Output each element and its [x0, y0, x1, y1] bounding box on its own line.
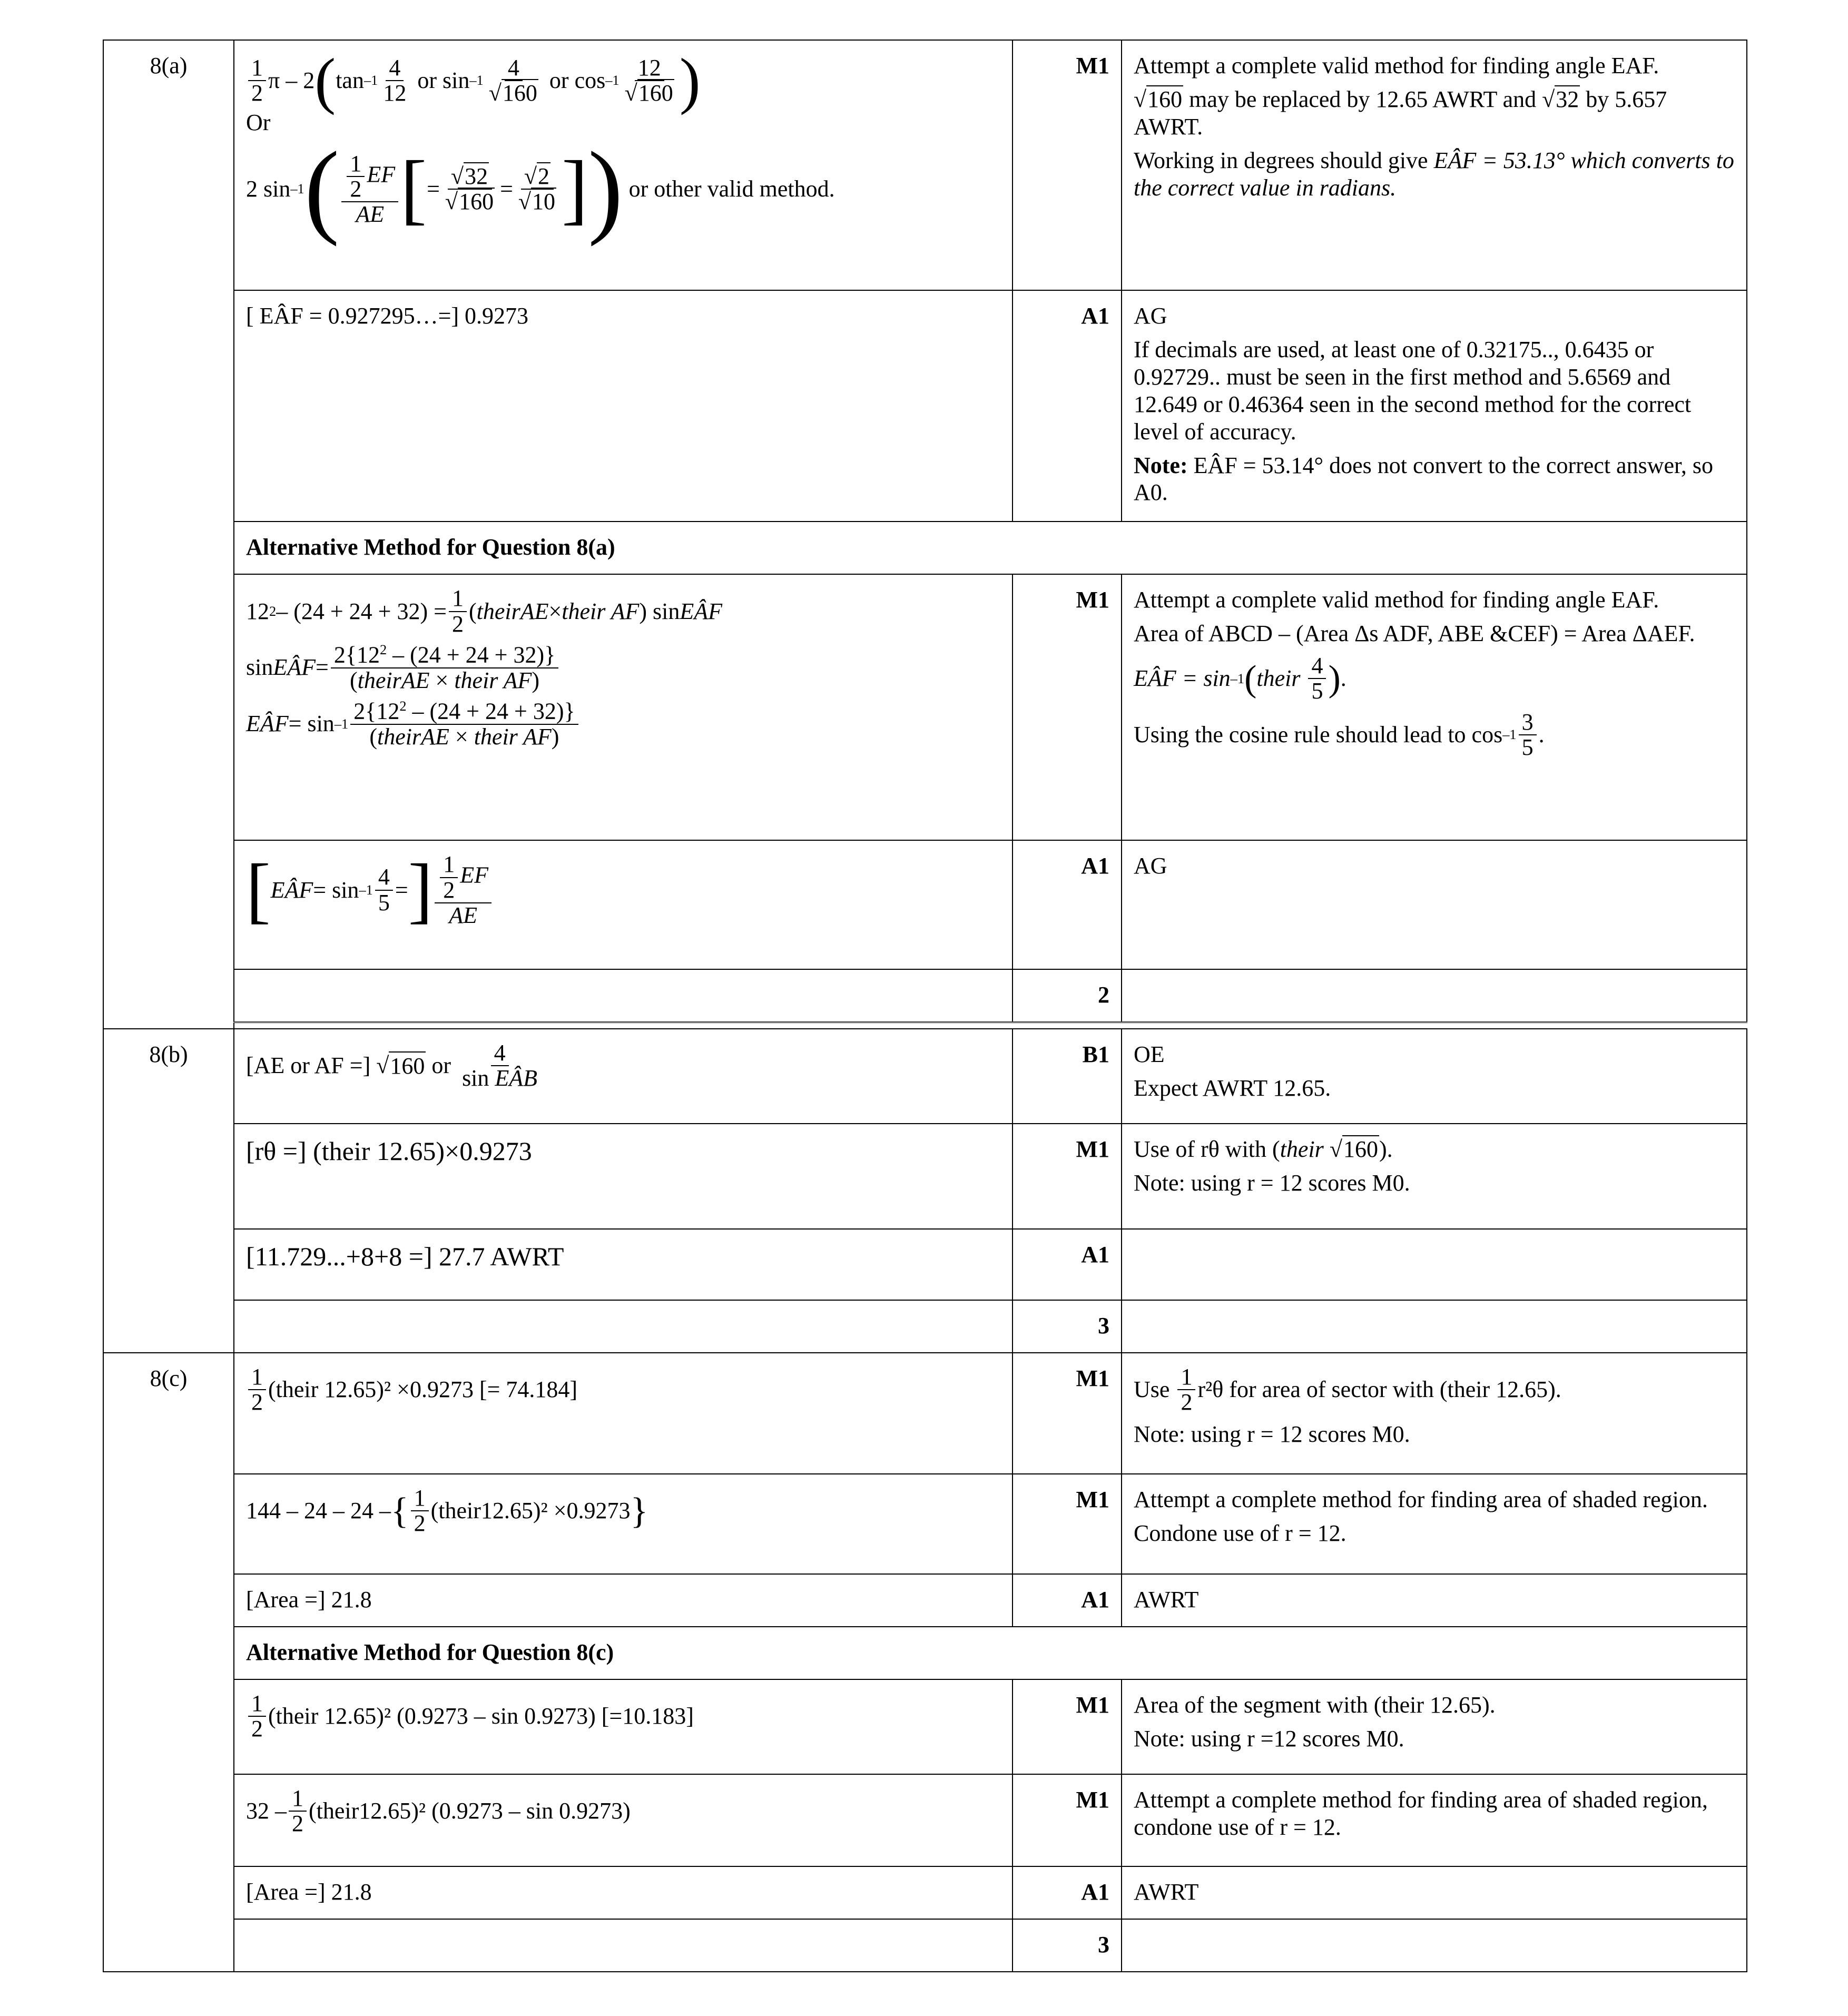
- table-row: [103, 1300, 1747, 1353]
- table-row: [103, 1574, 1747, 1627]
- guidance-formula: Using the cosine rule should lead to cos –1 $\frac{3}{5}$ .: [1134, 709, 1545, 760]
- answer-formula: $\frac{1}{2}$ (their 12.65)² (0.9273 – sin 0.9273) [=10.183]: [246, 1692, 1000, 1741]
- guidance-text: Use $\frac{1}{2}$ r²θ for area of sector with (their 12.65).: [1134, 1363, 1561, 1415]
- guidance-cell: AWRT: [1122, 1574, 1747, 1627]
- guidance-text: Note: using r =12 scores M0.: [1134, 1725, 1404, 1752]
- answer-cell: [234, 1679, 1013, 1774]
- alternative-method-heading: Alternative Method for Question 8(a): [234, 522, 1747, 574]
- guidance-cell: Attempt a complete method for finding area of shaded region, condone use of r = 12.: [1122, 1774, 1747, 1866]
- guidance-cell: [1122, 40, 1747, 290]
- mark-code: A1: [1013, 290, 1122, 522]
- mark-scheme-sheet: [103, 40, 1746, 1972]
- mark-code: M1: [1013, 1474, 1122, 1574]
- answer-formula: $\frac{1}{2}$ (their 12.65)² ×0.9273 [= 74.184]: [246, 1365, 1000, 1414]
- guidance-text: Attempt a complete method for finding area of shaded region.: [1134, 1486, 1708, 1512]
- table-row: [103, 969, 1747, 1022]
- table-row: [103, 522, 1747, 574]
- mark-code: M1: [1013, 1124, 1122, 1229]
- mark-code: A1: [1013, 1574, 1122, 1627]
- answer-formula: 144 – 24 – 24 – { $\frac{1}{2}$ (their12.65)² ×0.9273 }: [246, 1484, 648, 1537]
- or-text: or: [417, 67, 437, 94]
- answer-cell: [234, 1774, 1013, 1866]
- guidance-text: Attempt a complete valid method for finding angle EAF.: [1134, 587, 1659, 613]
- mark-code: M1: [1013, 1679, 1122, 1774]
- answer-formula-alt: 2 sin –1 ( $\frac{1}{2}$ EF AE [ = $\frac{√32}{√160}$ = $\frac{√2}{√10}$ ] ) or other valid method.: [246, 130, 835, 247]
- total-marks: 3: [1013, 1919, 1122, 1972]
- table-row: [103, 1474, 1747, 1574]
- answer-cell: [234, 969, 1013, 1022]
- guidance-text: √160 may be replaced by 12.65 AWRT and √32 by 5.657 AWRT.: [1134, 86, 1667, 140]
- guidance-text: Expect AWRT 12.65.: [1134, 1075, 1331, 1101]
- answer-cell: [Area =] 21.8: [234, 1866, 1013, 1919]
- table-row: [103, 1919, 1747, 1972]
- guidance-text: Working in degrees should give EÂF = 53.13° which converts to the correct value in radians.: [1134, 147, 1734, 201]
- guidance-cell: [1122, 1474, 1747, 1574]
- table-row: [103, 1627, 1747, 1679]
- guidance-text: Use of rθ with (their √160).: [1134, 1136, 1393, 1162]
- mark-code: M1: [1013, 574, 1122, 840]
- question-number: 8(b): [103, 1029, 234, 1353]
- question-number: 8(c): [103, 1353, 234, 1972]
- table-row: [103, 1229, 1747, 1300]
- table-row: [103, 1124, 1747, 1229]
- mark-scheme-table: [103, 40, 1747, 1972]
- mark-code: A1: [1013, 840, 1122, 969]
- guidance-cell: [1122, 1679, 1747, 1774]
- mark-code: M1: [1013, 1774, 1122, 1866]
- guidance-text: Note: EÂF = 53.14° does not convert to the correct answer, so A0.: [1134, 452, 1714, 506]
- guidance-cell: [1122, 969, 1747, 1022]
- section-divider: [103, 1022, 1747, 1029]
- guidance-text: Area of ABCD – (Area Δs ADF, ABE &CEF) = Area ΔAEF.: [1134, 621, 1695, 647]
- table-row: [103, 290, 1747, 522]
- answer-cell: [ EÂF = 0.927295…=] 0.9273: [234, 290, 1013, 522]
- answer-formula: $\frac{1}{2}$ π – 2 ( tan –1 $\frac{4}{12}$ or sin –1 $\frac{4}{√160}$ or cos –1 $\frac{12}{√160}$ ): [246, 52, 1000, 109]
- answer-cell: [234, 574, 1013, 840]
- mark-code: M1: [1013, 1353, 1122, 1474]
- alternative-method-heading: Alternative Method for Question 8(c): [234, 1627, 1747, 1679]
- guidance-cell: [1122, 1919, 1747, 1972]
- guidance-text: Area of the segment with (their 12.65).: [1134, 1692, 1496, 1718]
- or-label: Or: [246, 110, 271, 135]
- mark-code: A1: [1013, 1229, 1122, 1300]
- guidance-text: Attempt a complete valid method for finding angle EAF.: [1134, 53, 1659, 78]
- table-row: [103, 40, 1747, 290]
- mark-code: M1: [1013, 40, 1122, 290]
- answer-cell: [Area =] 21.8: [234, 1574, 1013, 1627]
- table-row: [103, 1353, 1747, 1474]
- guidance-cell: [1122, 1229, 1747, 1300]
- guidance-cell: [1122, 1029, 1747, 1124]
- answer-cell: [234, 40, 1013, 290]
- table-row: [103, 840, 1747, 969]
- answer-cell: [11.729...+8+8 =] 27.7 AWRT: [234, 1229, 1013, 1300]
- answer-formula: [ EÂF = sin –1 $\frac{4}{5}$ = ] $\frac{1}{2}$ EF AE: [246, 852, 1000, 928]
- table-row: [103, 1679, 1747, 1774]
- table-row: [103, 574, 1747, 840]
- answer-cell: [234, 1029, 1013, 1124]
- guidance-formula: EÂF = sin –1 ( their $\frac{4}{5}$ ) .: [1134, 653, 1346, 704]
- answer-cell: [234, 840, 1013, 969]
- answer-formula: [AE or AF =] √ 160 or $\frac{4}{\text{sin EÂB}}$: [246, 1039, 538, 1091]
- answer-formula: 12 2 – (24 + 24 + 32) = $\frac{1}{2}$ ( theirAE × their AF ) sin EÂF: [246, 585, 722, 637]
- answer-cell: [234, 1353, 1013, 1474]
- table-row: [103, 1774, 1747, 1866]
- guidance-cell: AWRT: [1122, 1866, 1747, 1919]
- guidance-text: Note: using r = 12 scores M0.: [1134, 1169, 1410, 1196]
- total-marks: 2: [1013, 969, 1122, 1022]
- answer-cell: [234, 1300, 1013, 1353]
- total-marks: 3: [1013, 1300, 1122, 1353]
- guidance-text: Note: using r = 12 scores M0.: [1134, 1421, 1410, 1448]
- answer-formula: 32 – $\frac{1}{2}$ (their12.65)² (0.9273 – sin 0.9273): [246, 1785, 631, 1837]
- guidance-cell: [1122, 1353, 1747, 1474]
- table-row: [103, 1029, 1747, 1124]
- answer-cell: [rθ =] (their 12.65)×0.9273: [234, 1124, 1013, 1229]
- answer-cell: [234, 1919, 1013, 1972]
- guidance-text: AG: [1134, 303, 1167, 329]
- answer-cell: [234, 1474, 1013, 1574]
- guidance-text: If decimals are used, at least one of 0.32175.., 0.6435 or 0.92729.. must be seen in the first method and 5.6569 and 12.649 or 0.46364 seen in the second method for the correct level of accuracy.: [1134, 336, 1692, 445]
- question-number: 8(a): [103, 40, 234, 1029]
- mark-code: A1: [1013, 1866, 1122, 1919]
- guidance-cell: AG: [1122, 840, 1747, 969]
- guidance-cell: [1122, 290, 1747, 522]
- guidance-text: Condone use of r = 12.: [1134, 1520, 1346, 1546]
- other-method-text: or other valid method.: [628, 175, 835, 202]
- mark-code: B1: [1013, 1029, 1122, 1124]
- guidance-cell: [1122, 1300, 1747, 1353]
- guidance-text: OE: [1134, 1041, 1165, 1067]
- guidance-cell: [1122, 1124, 1747, 1229]
- answer-formula: sin EÂF = $\frac{2\{12^2 - (24 + 24 + 32)\}}{\text{(theirAE × their AF)}}$: [246, 643, 1000, 693]
- guidance-cell: [1122, 574, 1747, 840]
- table-row: [103, 1866, 1747, 1919]
- answer-formula: EÂF = sin –1 $\frac{2\{12^2 - (24 + 24 + 32)\}}{\text{(theirAE × their AF)}}$: [246, 699, 1000, 749]
- or-text: or: [549, 67, 569, 94]
